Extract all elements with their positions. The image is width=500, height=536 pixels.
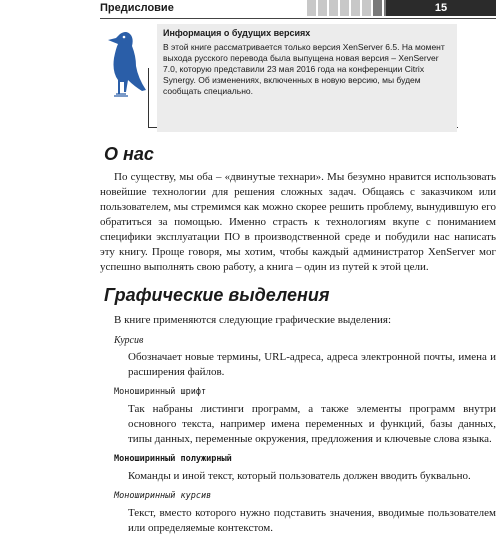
conventions-intro: В книге применяются следующие графические выделения: <box>114 314 392 326</box>
convention-description: Обозначает новые термины, URL-адреса, адреса электронной почты, имена и расширения файлов. <box>128 351 496 378</box>
header-rule <box>100 18 496 19</box>
convention-term: Моноширинный курсив <box>114 491 212 501</box>
convention-term: Курсив <box>114 335 144 346</box>
convention-description: Команды и иной текст, который пользователь должен вводить буквально. <box>128 470 471 482</box>
about-paragraph: По существу, мы оба – «двинутые технари». Мы безумно нравится использовать новейшие технологии для решения сложных задач. Общаясь с заказчиком или пользователем, мы стремимся как можно скорее решить проблему, вынудившую его обратиться за помощью. Именно страсть к технологиям вкупе с пониманием специфики эксплуатации ПО в производственной среде и побудили нас написать эту книгу. Проще говоря, мы хотим, чтобы каждый администратор XenServer мог успешно выполнять свою работу, а книга – один из путей к этой цели. <box>100 171 496 273</box>
note-body: В этой книге рассматривается только версия XenServer 6.5. На момент выхода русского перевода была выпущена новая версия – XenServer 7.0, которую представили 23 мая 2016 года на конференции Citrix Synergy. Об изменениях, включенных в новую версию, мы будем сообщать специально. <box>163 42 445 96</box>
note-frame-vertical <box>148 68 149 127</box>
header-section-title: Предисловие <box>100 2 174 14</box>
section-heading-about: О нас <box>104 144 154 164</box>
conventions-list <box>100 334 496 536</box>
running-header <box>100 0 496 18</box>
main-content <box>100 140 496 536</box>
section-heading-conventions: Графические выделения <box>104 285 330 305</box>
crow-icon <box>102 28 148 102</box>
note-title: Информация о будущих версиях <box>163 28 311 38</box>
convention-description: Так набраны листинги программ, а также элементы программ внутри основного текста, например имена переменных и функций, базы данных, типы данных, переменные окружения, предложения и ключевые слова языка. <box>128 403 496 445</box>
note-box <box>100 24 496 138</box>
convention-description: Текст, вместо которого нужно подставить значения, вводимые пользователем или определяемые контекстом. <box>128 507 496 534</box>
page-number: 15 <box>386 0 496 16</box>
header-decorative-bars <box>307 0 393 16</box>
convention-term: Моноширинный шрифт <box>114 387 207 397</box>
note-text <box>157 24 457 132</box>
convention-term: Моноширинный полужирный <box>114 454 232 464</box>
